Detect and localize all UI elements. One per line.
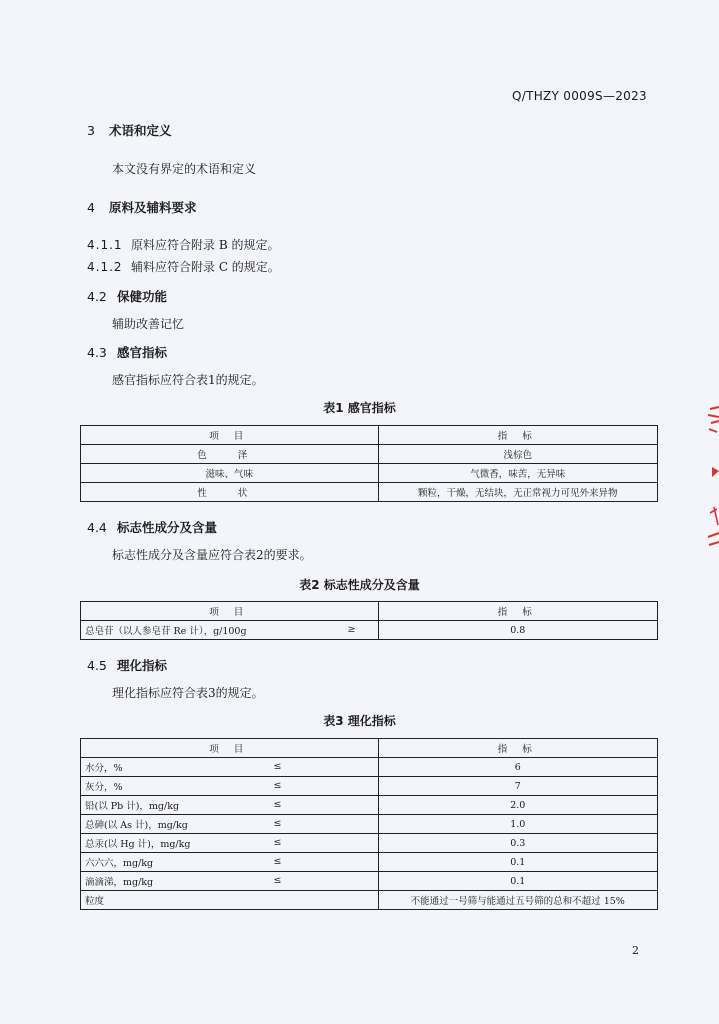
table-cell-value: 浅棕色: [378, 445, 658, 464]
table-cell-item: 六六六，mg/kg ≤: [81, 853, 379, 872]
column-header-spec: 指 标: [378, 602, 658, 621]
table-row: [81, 483, 658, 502]
table-cell-item: 色 泽: [81, 445, 379, 464]
table-cell-value: 7: [378, 777, 658, 796]
column-header-spec: 指 标: [378, 426, 658, 445]
table-2-marker-components: [80, 601, 658, 640]
table-cell-item: 滋味、气味: [81, 464, 379, 483]
table-2-caption: 表2 标志性成分及含量: [299, 578, 420, 592]
table-cell-value: 0.1: [378, 853, 658, 872]
operator-sign: ≥: [347, 624, 356, 635]
table-cell-item: 水分，% ≤: [81, 758, 379, 777]
table-row: [81, 464, 658, 483]
section-4-3-text: 感官指标应符合表1的规定。: [112, 373, 264, 387]
table-cell-value: 气微香，味苦，无异味: [378, 464, 658, 483]
table-row: [81, 621, 658, 640]
section-3-heading: 3 术语和定义: [87, 123, 172, 138]
table-3-caption: 表3 理化指标: [323, 714, 396, 728]
table-row: [81, 445, 658, 464]
column-header-spec: 指 标: [378, 739, 658, 758]
table-cell-item: 总砷(以 As 计)，mg/kg ≤: [81, 815, 379, 834]
section-4-1-1: 4.1.1 原料应符合附录 B 的规定。: [87, 238, 280, 252]
table-cell-item: 粒度: [81, 891, 379, 910]
table-cell-item: 滴滴涕，mg/kg ≤: [81, 872, 379, 891]
table-header-row: [81, 602, 658, 621]
section-4-4-text: 标志性成分及含量应符合表2的要求。: [112, 548, 312, 562]
table-header-row: [81, 739, 658, 758]
table-cell-value: 0.1: [378, 872, 658, 891]
section-4-heading: 4 原料及辅料要求: [87, 200, 197, 215]
table-cell-value: 2.0: [378, 796, 658, 815]
page-number: 2: [632, 944, 639, 957]
table-row: [81, 796, 658, 815]
table-cell-value: 1.0: [378, 815, 658, 834]
section-4-2-heading: 4.2 保健功能: [87, 289, 168, 304]
standard-number: Q/THZY 0009S—2023: [511, 89, 647, 103]
section-4-2-text: 辅助改善记忆: [112, 317, 185, 331]
table-cell-value: 不能通过一号筛与能通过五号筛的总和不超过 15%: [378, 891, 658, 910]
table-1-sensory: [80, 425, 658, 502]
column-header-item: 项 目: [81, 739, 379, 758]
table-3-physicochemical: [80, 738, 658, 910]
table-cell-item: 铅(以 Pb 计)，mg/kg ≤: [81, 796, 379, 815]
table-cell-item: [81, 621, 379, 640]
table-cell-item: 总汞(以 Hg 计)，mg/kg ≤: [81, 834, 379, 853]
section-4-title: 原料及辅料要求: [109, 200, 197, 215]
table-row: [81, 777, 658, 796]
table-cell-item: 性 状: [81, 483, 379, 502]
table-row: [81, 834, 658, 853]
table-cell-value: 6: [378, 758, 658, 777]
table-cell-item: 灰分，% ≤: [81, 777, 379, 796]
table-row: [81, 853, 658, 872]
table-row: [81, 758, 658, 777]
column-header-item: 项 目: [81, 602, 379, 621]
table-row: [81, 872, 658, 891]
table-row: [81, 891, 658, 910]
table-cell-value: 0.3: [378, 834, 658, 853]
section-3-text: 本文没有界定的术语和定义: [112, 162, 257, 176]
column-header-item: 项 目: [81, 426, 379, 445]
section-4-3-heading: 4.3 感官指标: [87, 345, 168, 360]
table-1-caption: 表1 感官指标: [323, 401, 396, 415]
section-4-5-heading: 4.5 理化指标: [87, 658, 168, 673]
table-cell-value: 0.8: [378, 621, 658, 640]
item-label: 总皂苷（以人参皂苷 Re 计），g/100g: [85, 626, 247, 637]
section-4-5-text: 理化指标应符合表3的规定。: [112, 686, 264, 700]
table-cell-value: 颗粒，干燥，无结块，无正常视力可见外来异物: [378, 483, 658, 502]
section-4-1-2: 4.1.2 辅料应符合附录 C 的规定。: [87, 260, 280, 274]
table-row: [81, 815, 658, 834]
table-header-row: [81, 426, 658, 445]
section-4-4-heading: 4.4 标志性成分及含量: [87, 520, 218, 535]
red-seal-icon: [700, 405, 719, 550]
